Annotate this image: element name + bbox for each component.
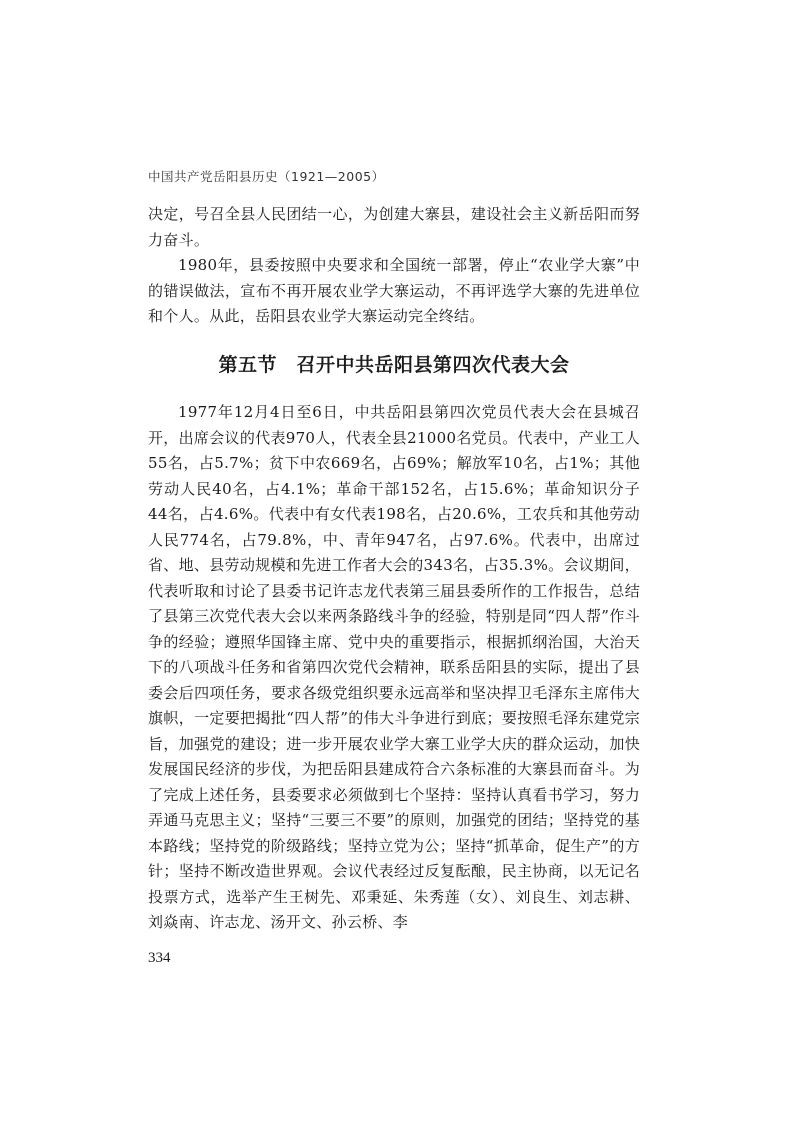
paragraph-congress: 1977年12月4日至6日，中共岳阳县第四次党员代表大会在县城召开，出席会议的代表970人，代表全县21000名党员。代表中，产业工人55名，占5.7%；贫下中农669名，占69%；解放军10名，占1%；其他劳动人民40名，占4.1%；革命干部152名，占15.6%；革命知识分子44名，占4.6%。代表中有女代表198名，占20.6%，工农兵和其他劳动人民774名，占79.8%，中、青年947名，占97.6%。代表中，出席过省、地、县劳动规模和先进工作者大会的343名，占35.3%。会议期间，代表听取和讨论了县委书记许志龙代表第三届县委所作的工作报告，总结了县第三次党代表大会以来两条路线斗争的经验，特别是同“四人帮”作斗争的经验；遵照华国锋主席、党中央的重要指示，根据抓纲治国，大治天下的八项战斗任务和省第四次党代会精神，联系岳阳县的实际，提出了县委会后四项任务，要求各级党组织要永远高举和坚决捍卫毛泽东主席伟大旗帜，一定要把揭批“四人帮”的伟大斗争进行到底；要按照毛泽东建党宗旨，加强党的建设；进一步开展农业学大寨工业学大庆的群众运动，加快发展国民经济的步伐，为把岳阳县建成符合六条标准的大寨县而奋斗。为了完成上述任务，县委要求必须做到七个坚持：坚持认真看书学习，努力弄通马克思主义；坚持“三要三不要”的原则，加强党的团结；坚持党的基本路线；坚持党的阶级路线；坚持立党为公；坚持“抓革命，促生产”的方针；坚持不断改造世界观。会议代表经过反复酝酿，民主协商，以无记名投票方式，选举产生王树先、邓秉延、朱秀莲（女）、刘良生、刘志耕、刘焱南、许志龙、汤开文、孙云桥、李 — [148, 403, 640, 931]
paragraph-continuation: 决定，号召全县人民团结一心，为创建大寨县，建设社会主义新岳阳而努力奋斗。 — [148, 205, 640, 249]
section-title: 第五节 召开中共岳阳县第四次代表大会 — [218, 354, 570, 376]
top-text-block — [148, 202, 640, 330]
paragraph-1980: 1980年，县委按照中央要求和全国统一部署，停止“农业学大寨”中的错误做法，宣布不再开展农业学大寨运动，不再评选学大寨的先进单位和个人。从此，岳阳县农业学大寨运动完全终结。 — [148, 256, 640, 325]
main-text-block — [148, 400, 640, 936]
page-number: 334 — [148, 950, 171, 966]
running-header: 中国共产党岳阳县历史（1921—2005） — [148, 169, 385, 184]
